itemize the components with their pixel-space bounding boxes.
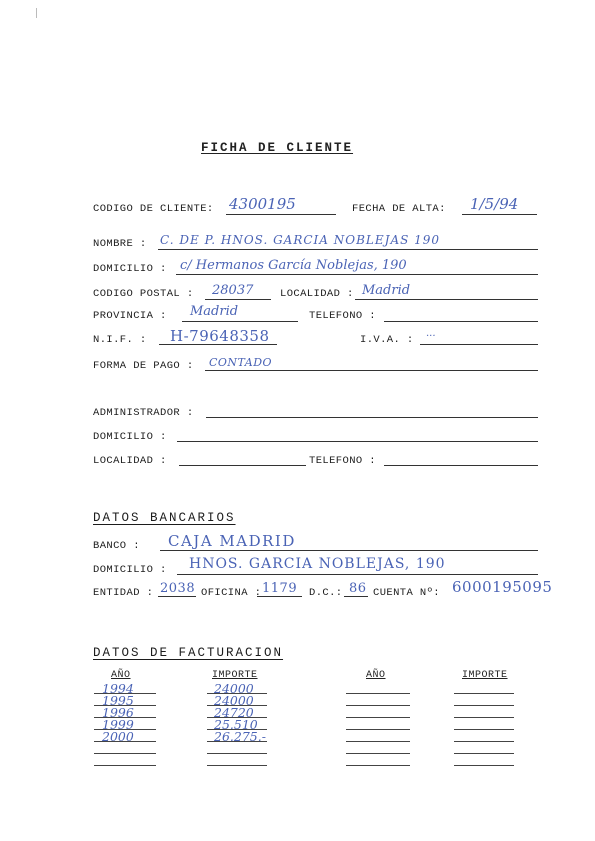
forma-pago-value: CONTADO <box>209 356 273 369</box>
billing-importe-value: 24720 <box>214 705 254 720</box>
billing-row-line <box>454 765 514 766</box>
bank-domicilio-line <box>177 574 538 575</box>
billing-row-line <box>94 765 156 766</box>
entidad-label: ENTIDAD : <box>93 587 154 599</box>
telefono-line <box>384 321 538 322</box>
localidad-line <box>355 299 538 300</box>
codigo-postal-line <box>205 299 271 300</box>
nif-value: H-79648358 <box>170 327 270 345</box>
iva-value: ... <box>426 328 436 339</box>
codigo-postal-value: 28037 <box>212 283 254 298</box>
bank-section-heading: DATOS BANCARIOS <box>93 511 236 525</box>
admin-domicilio-line <box>177 441 538 442</box>
admin-telefono-line <box>384 465 538 466</box>
admin-localidad-label: LOCALIDAD : <box>93 455 167 467</box>
entidad-value: 2038 <box>160 581 196 596</box>
dc-label: D.C.: <box>309 587 343 599</box>
billing-row-line <box>346 717 410 718</box>
billing-row-line <box>454 705 514 706</box>
billing-importe-value: 24000 <box>214 681 254 696</box>
domicilio-line <box>176 274 538 275</box>
telefono-label: TELEFONO : <box>309 310 377 322</box>
nif-label: N.I.F. : <box>93 334 147 346</box>
cuenta-label: CUENTA Nº: <box>373 587 441 599</box>
bank-domicilio-label: DOMICILIO : <box>93 564 167 576</box>
billing-row-line <box>346 753 410 754</box>
billing-importe-value: 26.275.- <box>214 729 266 744</box>
billing-row-line <box>346 741 410 742</box>
billing-row-line <box>346 705 410 706</box>
cuenta-value: 6000195095 <box>452 578 553 596</box>
dc-line <box>344 596 368 597</box>
nombre-line <box>158 249 538 250</box>
dc-value: 86 <box>349 581 367 596</box>
iva-label: I.V.A. : <box>360 334 414 346</box>
admin-domicilio-label: DOMICILIO : <box>93 431 167 443</box>
billing-row-line <box>207 753 267 754</box>
localidad-label: LOCALIDAD : <box>280 288 354 300</box>
billing-ano-value: 1994 <box>102 681 134 696</box>
codigo-cliente-line <box>226 214 336 215</box>
billing-row-line <box>454 729 514 730</box>
banco-line <box>160 550 538 551</box>
provincia-label: PROVINCIA : <box>93 310 167 322</box>
billing-row-line <box>454 717 514 718</box>
col-importe-left: IMPORTE <box>212 670 258 681</box>
codigo-cliente-value: 4300195 <box>229 195 296 213</box>
entidad-line <box>158 596 196 597</box>
billing-row-line <box>346 729 410 730</box>
banco-label: BANCO : <box>93 540 140 552</box>
provincia-value: Madrid <box>190 304 239 319</box>
oficina-line <box>257 596 302 597</box>
oficina-value: 1179 <box>262 581 298 596</box>
billing-ano-value: 1999 <box>102 717 134 732</box>
codigo-postal-label: CODIGO POSTAL : <box>93 288 194 300</box>
nombre-value: C. DE P. HNOS. GARCIA NOBLEJAS 190 <box>160 233 441 247</box>
billing-importe-value: 24000 <box>214 693 254 708</box>
billing-ano-value: 1996 <box>102 705 134 720</box>
bank-domicilio-value: HNOS. GARCIA NOBLEJAS, 190 <box>189 556 446 572</box>
domicilio-label: DOMICILIO : <box>93 263 167 275</box>
billing-section-heading: DATOS DE FACTURACION <box>93 646 284 660</box>
billing-row-line <box>94 753 156 754</box>
billing-row-line <box>346 765 410 766</box>
administrador-line <box>206 417 538 418</box>
col-ano-left: AÑO <box>111 670 131 681</box>
administrador-label: ADMINISTRADOR : <box>93 407 194 419</box>
billing-row-line <box>454 693 514 694</box>
domicilio-value: c/ Hermanos García Noblejas, 190 <box>180 258 407 273</box>
form-title: FICHA DE CLIENTE <box>201 141 354 155</box>
col-importe-right: IMPORTE <box>462 670 508 681</box>
forma-pago-line <box>205 370 538 371</box>
fecha-alta-label: FECHA DE ALTA: <box>352 203 446 215</box>
provincia-line <box>182 321 298 322</box>
fecha-alta-line <box>462 214 537 215</box>
billing-row-line <box>454 753 514 754</box>
billing-row-line <box>454 741 514 742</box>
oficina-label: OFICINA : <box>201 587 262 599</box>
billing-importe-value: 25.510 <box>214 717 258 732</box>
forma-pago-label: FORMA DE PAGO : <box>93 360 194 372</box>
scan-mark <box>36 8 37 18</box>
fecha-alta-value: 1/5/94 <box>470 195 519 213</box>
billing-row-line <box>346 693 410 694</box>
col-ano-right: AÑO <box>366 670 386 681</box>
banco-value: CAJA MADRID <box>168 532 296 550</box>
localidad-value: Madrid <box>362 283 411 298</box>
admin-localidad-line <box>179 465 306 466</box>
billing-ano-value: 1995 <box>102 693 134 708</box>
admin-telefono-label: TELEFONO : <box>309 455 377 467</box>
nombre-label: NOMBRE : <box>93 238 147 250</box>
iva-line <box>420 344 538 345</box>
nif-line <box>159 344 277 345</box>
billing-row-line <box>207 765 267 766</box>
codigo-cliente-label: CODIGO DE CLIENTE: <box>93 203 214 215</box>
billing-ano-value: 2000 <box>102 729 134 744</box>
